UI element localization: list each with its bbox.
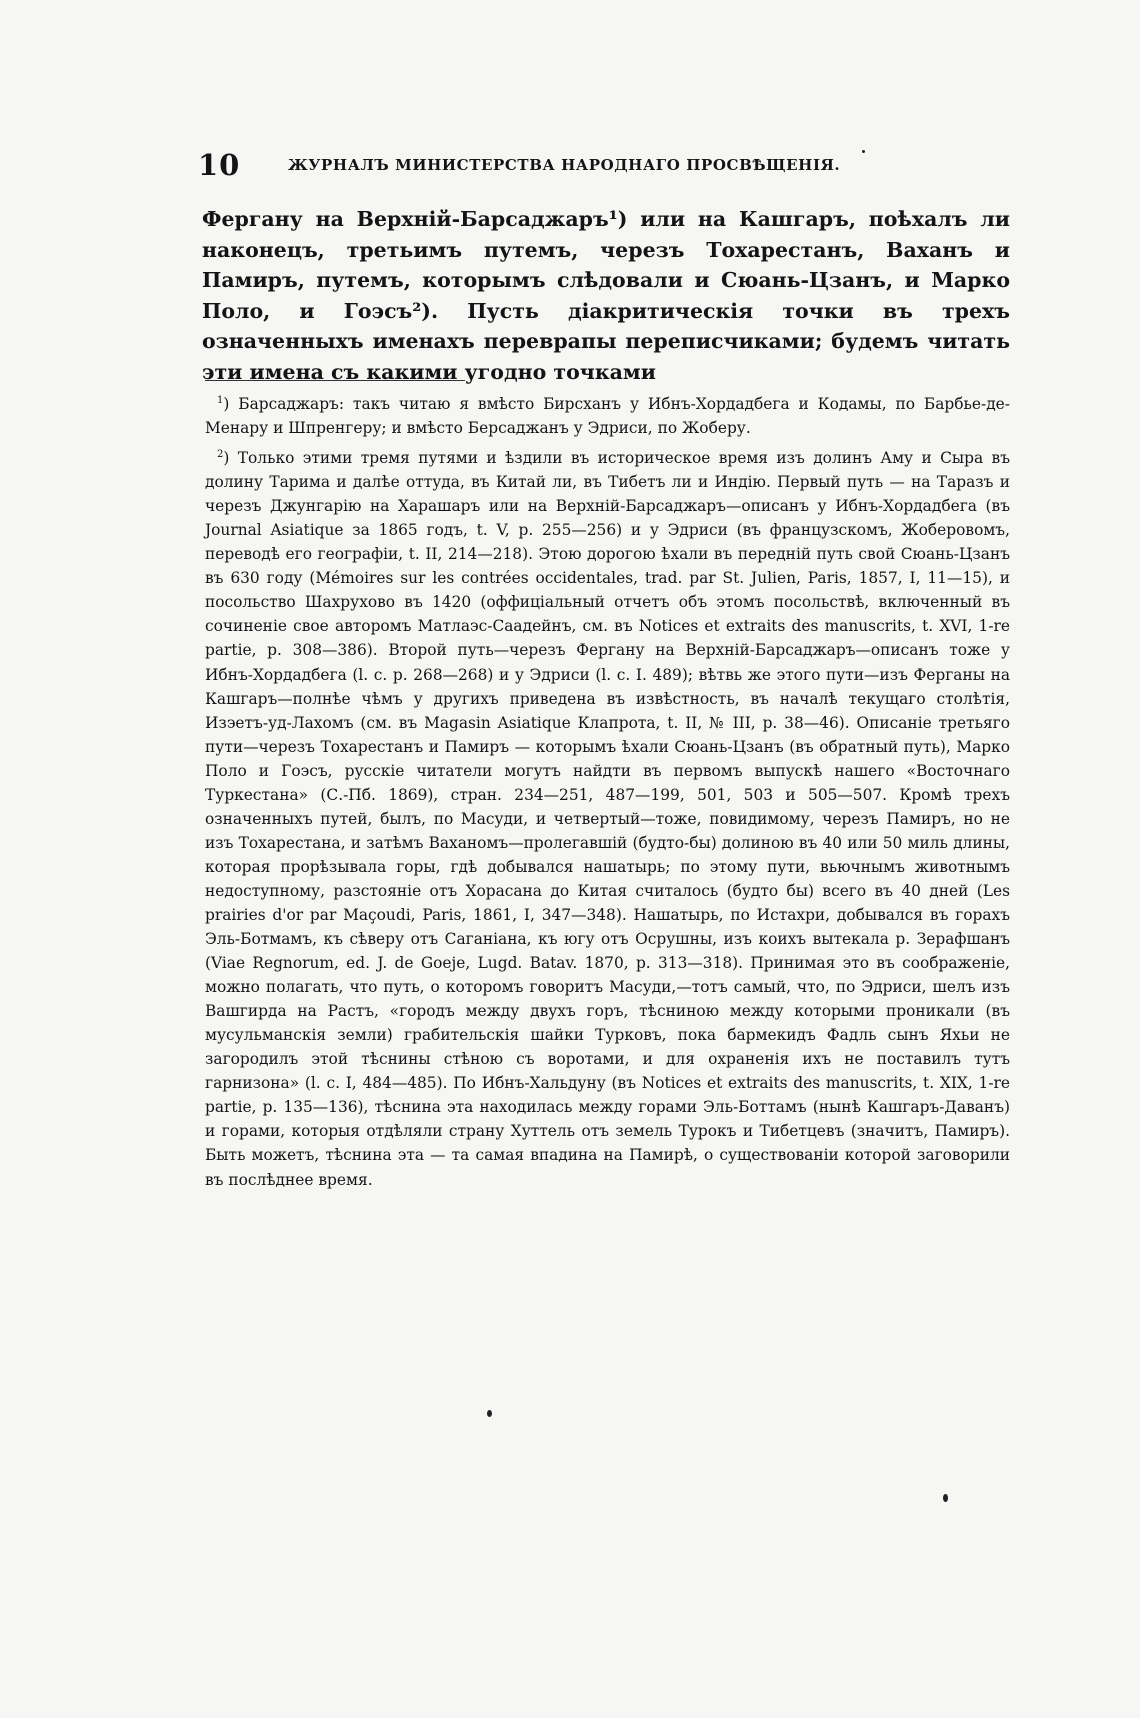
main-paragraph: Фергану на Верхній-Барсаджаръ¹) или на Кашгаръ, поѣхалъ ли наконецъ, третьимъ путемъ, черезъ Тохарестанъ, Ваханъ и Памиръ, путемъ, которымъ слѣдовали и Сюань-Цзанъ, и Марко Поло, и Гоэсъ²). Пусть діакритическія точки въ трехъ означенныхъ именахъ переврапы переписчиками; будемъ читать эти имена съ какими угодно точками (202, 207, 1010, 384)
footnote-1: $^1$) Барсаджаръ: такъ читаю я вмѣсто Бирсханъ у Ибнъ-Хордадбега и Кодамы, по Барбье-де-Менару и Шпренгеру; и вмѣсто Берсаджанъ у Эдриси, по Жоберу. (205, 394, 1010, 438)
footnote-text: Барсаджаръ: такъ читаю я вмѣсто Бирсханъ у Ибнъ-Хордадбега и Кодамы, по Барбье-де-Менару и Шпренгеру; и вмѣсто Берсаджанъ у Эдриси, по Жоберу. (205, 395, 1010, 438)
footnote-text: Только этими тремя путями и ѣздили въ историческое время изъ долинъ Аму и Сыра въ долину Тарима и далѣе оттуда, въ Китай ли, въ Тибетъ ли и Индію. Первый путь — на Таразъ и черезъ Джунгарію на Харашаръ или на Верхній-Барсаджаръ—описанъ у Ибнъ-Хордадбега (въ Journal Asiatique за 1865 годъ, t. V, p. 255—256) и у Эдриси (въ французскомъ, Жоберовомъ, переводѣ его географіи, t. II, 214—218). Этою дорогою ѣхали въ передній путь свой Сюань-Цзанъ въ 630 году (Mémoires sur les contrées occidentales, trad. par St. Julien, Paris, 1857, I, 11—15), и посольство Шахрухово въ 1420 (оффиціальный отчетъ объ этомъ посольствѣ, включенный въ сочиненіе свое авторомъ Матлаэс-Саадейнъ, см. въ Notices et extraits des manuscrits, t. XVI, 1-re partie, p. 308—386). Второй путь—черезъ Фергану на Верхній-Барсаджаръ—описанъ тоже у Ибнъ-Хордадбега (l. c. p. 268—268) и у Эдриси (l. c. I. 489); вѣтвь же этого пути—изъ Ферганы на Кашгаръ—полнѣе чѣмъ у другихъ приведена въ извѣстность, въ началѣ текущаго столѣтія, Изэетъ-уд-Лахомъ (см. въ Magasin Asiatique Клапрота, t. II, № III, p. 38—46). Описаніе третьяго пути—черезъ Тохарестанъ и Памиръ — которымъ ѣхали Сюань-Цзанъ (въ обратный путь), Марко Поло и Гоэсъ, русскіе читатели могутъ найдти въ первомъ выпускѣ нашего «Восточнаго Туркестана» (С.-Пб. 1869), стран. 234—251, 487—199, 501, 503 и 505—507. Кромѣ трехъ означенныхъ путей, былъ, по Масуди, и четвертый—тоже, повидимому, черезъ Памиръ, но не изъ Тохарестана, и затѣмъ Ваханомъ—пролегавшій (будто-бы) долиною въ 40 или 50 миль длины, которая прорѣзывала горы, гдѣ добывался нашатырь; по этому пути, вьючнымъ животнымъ недоступному, разстояніе отъ Хорасана до Китая считалось (будто бы) всего въ 40 дней (Les prairies d'or par Maçoudi, Paris, 1861, I, 347—348). Нашатырь, по Истахри, добывался въ горахъ Эль-Ботмамъ, къ сѣверу отъ Саганіана, къ югу отъ Осрушны, изъ коихъ вытекала р. Зерафшанъ (Viae Regnorum, ed. J. de Goeje, Lugd. Batav. 1870, p. 313—318). Принимая это въ соображеніе, можно полагать, что путь, о которомъ говоритъ Масуди,—тотъ самый, что, по Эдриси, шелъ изъ Вашгирда на Растъ, «городъ между двухъ горъ, тѣсниною между которыми проникали (въ мусульманскія земли) грабительскія шайки Турковъ, пока бармекидъ Фадль сынъ Яхьи не загородилъ этой тѣснины стѣною съ воротами, и для охраненія ихъ не поставилъ тутъ гарнизона» (l. c. I, 484—485). По Ибнъ-Хальдуну (въ Notices et extraits des manuscrits, t. XIX, 1-re partie, p. 135—136), тѣснина эта находилась между горами Эль-Боттамъ (нынѣ Кашгаръ-Даванъ) и горами, которыя отдѣляли страну Хуттель отъ земель Турокъ и Тибетцевъ (значитъ, Памиръ). Быть можетъ, тѣснина эта — та самая впадина на Памирѣ, о существованіи которой заговорили въ послѣднее время. (205, 449, 1010, 1189)
footnote-marker: 2 (217, 448, 224, 460)
footnote-2: $^2$) Только этими тремя путями и ѣздили въ историческое время изъ долинъ Аму и Сыра въ долину Тарима и далѣе оттуда, въ Китай ли, въ Тибетъ ли и Индію. Первый путь — на Таразъ и черезъ Джунгарію на Харашаръ или на Верхній-Барсаджаръ—описанъ у Ибнъ-Хордадбега (въ Journal Asiatique за 1865 годъ, t. V, p. 255—256) и у Эдриси (въ французскомъ, Жоберовомъ, переводѣ его географіи, t. II, 214—218). Этою дорогою ѣхали въ передній путь свой Сюань-Цзанъ въ 630 году (Mémoires sur les contrées occidentales, trad. par St. Julien, Paris, 1857, I, 11—15), и посольство Шахрухово въ 1420 (оффиціальный отчетъ объ этомъ посольствѣ, включенный въ сочиненіе свое авторомъ Матлаэс-Саадейнъ, см. въ Notices et extraits des manuscrits, t. XVI, 1-re partie, p. 308—386). Второй путь—черезъ Фергану на Верхній-Барсаджаръ—описанъ тоже у Ибнъ-Хордадбега (l. c. p. 268—268) и у Эдриси (l. c. I. 489); вѣтвь же этого пути—изъ Ферганы на Кашгаръ—полнѣе чѣмъ у другихъ приведена въ извѣстность, въ началѣ текущаго столѣтія, Изэетъ-уд-Лахомъ (см. въ Magasin Asiatique Клапрота, t. II, № III, p. 38—46). Описаніе третьяго пути—черезъ Тохарестанъ и Памиръ — которымъ ѣхали Сюань-Цзанъ (въ обратный путь), Марко Поло и Гоэсъ, русскіе читатели могутъ найдти въ первомъ выпускѣ нашего «Восточнаго Туркестана» (С.-Пб. 1869), стран. 234—251, 487—199, 501, 503 и 505—507. Кромѣ трехъ означенныхъ путей, былъ, по Масуди, и четвертый—тоже, повидимому, черезъ Памиръ, но не изъ Тохарестана, и затѣмъ Ваханомъ—пролегавшій (будто-бы) долиною въ 40 или 50 миль длины, которая прорѣзывала горы, гдѣ добывался нашатырь; по этому пути, вьючнымъ животнымъ недоступному, разстояніе отъ Хорасана до Китая считалось (будто бы) всего въ 40 дней (Les prairies d'or par Maçoudi, Paris, 1861, I, 347—348). Нашатырь, по Истахри, добывался въ горахъ Эль-Ботмамъ, къ сѣверу отъ Саганіана, къ югу отъ Осрушны, изъ коихъ вытекала р. Зерафшанъ (Viae Regnorum, ed. J. de Goeje, Lugd. Batav. 1870, p. 313—318). Принимая это въ соображеніе, можно полагать, что путь, о которомъ говоритъ Масуди,—тотъ самый, что, по Эдриси, шелъ изъ Вашгирда на Растъ, «городъ между двухъ горъ, тѣсниною между которыми проникали (въ мусульманскія земли) грабительскія шайки Турковъ, пока бармекидъ Фадль сынъ Яхьи не загородилъ этой тѣснины стѣною съ воротами, и для охраненія ихъ не поставилъ тутъ гарнизона» (l. c. I, 484—485). По Ибнъ-Хальдуну (въ Notices et extraits des manuscrits, t. XIX, 1-re partie, p. 135—136), тѣснина эта находилась между горами Эль-Боттамъ (нынѣ Кашгаръ-Даванъ) и горами, которыя отдѣляли страну Хуттель отъ земель Турокъ и Тибетцевъ (значитъ, Памиръ). Быть можетъ, тѣснина эта — та самая впадина на Памирѣ, о существованіи которой заговорили въ послѣднее время. (205, 448, 1010, 1189)
footnote-divider (205, 380, 465, 381)
page-number: 10 (198, 148, 241, 182)
main-text (202, 204, 1010, 387)
page-header (198, 148, 938, 188)
ink-speck (487, 1410, 492, 1417)
ink-speck (862, 150, 865, 153)
running-head: ЖУРНАЛЪ МИНИСТЕРСТВА НАРОДНАГО ПРОСВѢЩЕНІЯ. (288, 156, 841, 174)
footnote-marker: 1 (217, 394, 224, 406)
footnotes (205, 392, 1010, 1192)
ink-speck (943, 1494, 948, 1502)
